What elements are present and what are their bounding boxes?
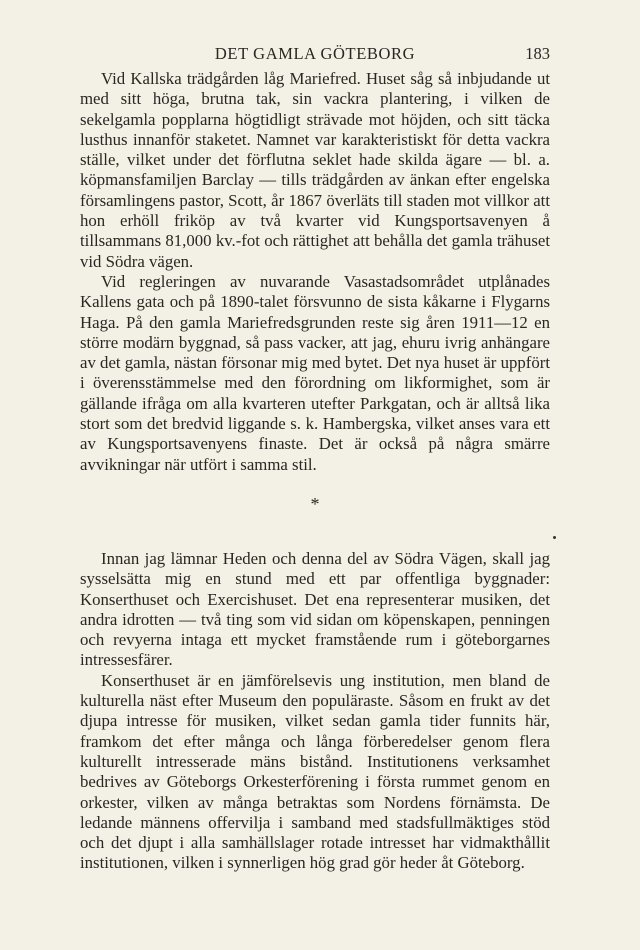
ink-speck bbox=[553, 536, 556, 539]
page-header bbox=[80, 44, 550, 68]
paragraph-regleringen: Vid regleringen av nuvarande Vasastadsområdet utplånades Kallens gata och på 1890-talet försvunno de sista kåkarne i Flygarns Haga. På den gamla Mariefredsgrunden reste sig åren 1911—12 en större modärn byggnad, så pass vacker, att jag, ehuru ivrig anhängare av det gamla, nästan försonar mig med bytet. Det nya huset är uppfört i överensstämmelse med den förordning om likformighet, som är gällande ifråga om alla kvarteren utefter Parkgatan, och är alltså lika stort som det bredvid liggande s. k. Hambergska, vilket anses vara ett av Kungsportsavenyens finaste. Det är också på några smärre avvikningar när utfört i samma stil. bbox=[80, 271, 550, 474]
paragraph-mariefred: Vid Kallska trädgården låg Mariefred. Huset såg så inbjudande ut med sitt höga, brutna tak, sin vackra plantering, i vilken de sekelgamla popplarna högtidligt strävade mot höjden, och sitt täcka lusthus innanför staketet. Namnet var karakteristiskt för detta vackra ställe, vilket under det förflutna seklet hade skilda ägare — bl. a. köpmansfamiljen Barclay — tills trädgården av änkan efter engelska församlingens pastor, Scott, år 1867 överläts till staden mot villkor att hon erhöll friköp av två kvarter vid Kungsportsavenyen å tillsammans 81,000 kv.-fot och rättighet att behålla det gamla trähuset vid Södra vägen. bbox=[80, 69, 550, 271]
paragraph-innan-jag: Innan jag lämnar Heden och denna del av Södra Vägen, skall jag sysselsätta mig en stund med ett par offentliga byggnader: Konserthuset och Exercishuset. Det ena representerar musiken, det andra idrotten — två ting som vid sidan om köpenskapen, penningen och revyerna intaga ett mycket framstående rum i göteborgarnes intressesfärer. bbox=[80, 548, 550, 670]
page-number: 183 bbox=[525, 44, 550, 63]
section-divider-asterisk: * bbox=[310, 493, 320, 514]
paragraph-konserthuset: Konserthuset är en jämförelsevis ung institution, men bland de kulturella näst efter Museum den populäraste. Såsom en frukt av det djupa intresse för musiken, vilket sedan gamla tider funnits här, framkom det efter många och långa förberedelser genom flera kulturellt intresserade mäns bistånd. Institutionens verksamhet bedrives av Göteborgs Orkesterförening i första rummet genom en orkester, vilken av många betraktas som Nordens förnämsta. De ledande männens offervilja i samband med stadsfullmäktiges stöd och det djupt i alla samhällslager rotade intresset har vidmakthållit institutionen, vilken i synnerligen hög grad gör heder åt Göteborg. bbox=[80, 670, 550, 873]
running-title: DET GAMLA GÖTEBORG bbox=[214, 44, 416, 63]
page-body bbox=[80, 69, 550, 874]
